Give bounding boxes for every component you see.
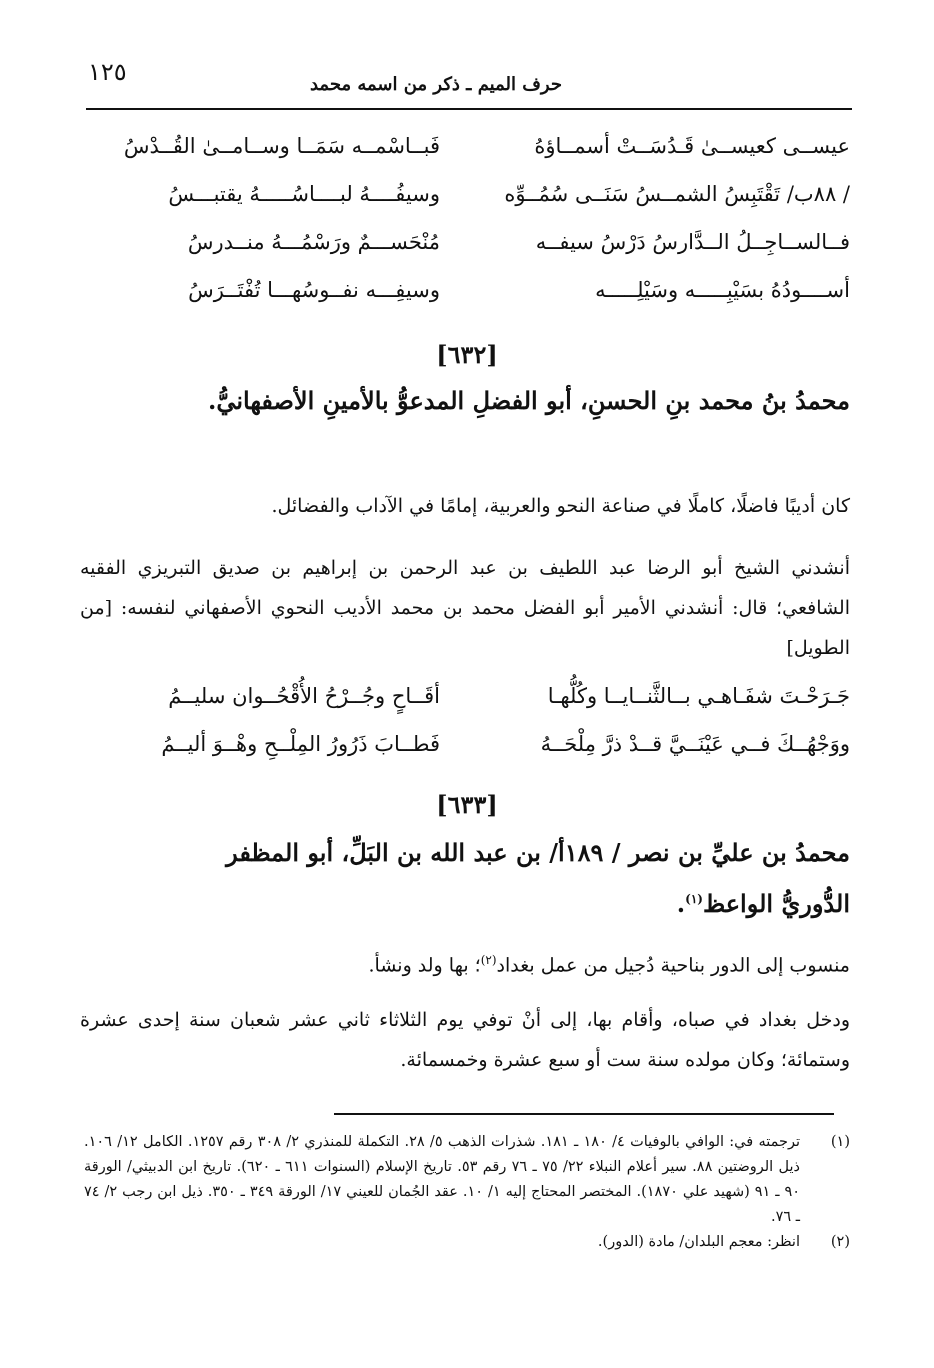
second-hemistich: فَطــابَ ذَرُورُ المِلْــحِ وهْــوَ أليــمُ: [161, 732, 440, 756]
footnote-text: ترجمته في: الوافي بالوفيات ٤/ ١٨٠ ـ ١٨١. شذرات الذهب ٥/ ٢٨. التكملة للمنذري ٢/ ٣٠٨ رقم ١٢٥٧. الكامل ١٢/ ١٠٦. ذيل الروضتين ٨٨. سير أعلام النبلاء ٢٢/ ٧٥ ـ ٧٦ رقم ٥٣. تاريخ الإسلام (السنوات ٦١١ ـ ٦٢٠). تاريخ ابن الدبيثي/ الورقة ٩٠ ـ ٩١ (شهيد علي ١٨٧٠). المختصر المحتاج إليه ١/ ١٠. عقد الجُمان للعيني ١٧/ الورقة ٣٤٩ ـ ٣٥٠. ذيل ابن رجب ٢/ ٧٤ ـ ٧٦.: [84, 1134, 801, 1225]
footnote-ref: (١): [685, 892, 703, 906]
footnote-mark: (٢): [830, 1234, 850, 1250]
paragraph: كان أديبًا فاضلًا، كاملًا في صناعة النحو والعربية، إمامًا في الآداب والفضائل.: [271, 495, 850, 517]
paragraph-text: منسوب إلى الدور بناحية دُجيل من عمل بغداد: [496, 954, 850, 977]
paragraph: ودخل بغداد في صباه، وأقام بها، إلى أنْ توفي يوم الثلاثاء ثاني عشر شعبان سنة إحدى عشرة وستمائة؛ وكان مولده سنة ست أو سبع عشرة وخمسمائة.: [80, 1009, 850, 1071]
first-hemistich: جَـرَحْـتَ شفَـاهـي بــالثَّنــايــا وكُلُّهـا: [547, 684, 850, 708]
first-hemistich: / ٨٨ب/ تَقْتَبِسُ الشمــسُ سَنَــى سُمُــوِّه: [504, 182, 850, 206]
verse: [90, 672, 850, 720]
paragraph: [80, 940, 850, 985]
footnotes: [84, 1130, 850, 1255]
first-hemistich: فــالســاجِــلُ الــدَّارسُ دَرْسُ سيفــه: [535, 230, 850, 254]
footnote: [84, 1230, 850, 1255]
footnote-mark: (١): [830, 1134, 850, 1150]
footnote-ref: (٢): [480, 953, 497, 967]
second-hemistich: فَبــاسْمــه سَمَــا وســامــىٰ القُــدْسُ: [123, 134, 440, 158]
poem-block: [90, 672, 850, 768]
heading-text: محمدُ بن عليِّ بن نصر / ١٨٩أ/ بن عبد الله بن البَلِّ، أبو المظفر الدُّوريُّ الواعظ: [226, 838, 850, 918]
second-hemistich: أقَــاحٍ وجُــرْحُ الأُقْحُــوان سليــمُ: [168, 684, 440, 708]
second-hemistich: مُنْحَســـمٌ ورَسْمُـــهُ منــدرسُ: [187, 230, 440, 254]
entry-number: [٦٣٣]: [436, 790, 498, 819]
page-number: ١٢٥: [88, 58, 127, 86]
verse: [90, 720, 850, 768]
first-hemistich: ووَجْهُــكَ فــي عَيْنَــيَّ قــدْ ذرَّ مِلْحَــهُ: [540, 732, 850, 756]
footnote: [84, 1130, 850, 1230]
verse: [90, 218, 850, 266]
entry-heading: محمدُ بنُ محمد بنِ الحسنِ، أبو الفضلِ المدعوُّ بالأمينِ الأصفهانيُّ.: [208, 386, 850, 415]
poem-block: [90, 122, 850, 314]
entry-heading: [160, 830, 850, 927]
footnote-rule: [334, 1113, 834, 1115]
header-rule: [86, 108, 852, 110]
verse: [90, 170, 850, 218]
verse: [90, 266, 850, 314]
running-title: حرف الميم ـ ذكر من اسمه محمد: [309, 74, 562, 95]
verse: [90, 122, 850, 170]
footnote-text: انظر: معجم البلدان/ مادة (الدور).: [597, 1234, 800, 1250]
second-hemistich: وسيفِـــه نفــوسُهـــا تُفْتَــرَسُ: [188, 278, 440, 302]
second-hemistich: وسيفُــــهُ لبــــاسُـــــهُ يقتبـــسُ: [168, 182, 440, 206]
paragraph-end: ؛ بها ولد ونشأ.: [368, 954, 481, 977]
first-hemistich: أســــودُهُ بسَيْبِـــــه وسَيْلِـــــه: [595, 278, 850, 302]
first-hemistich: عيســى كعيســىٰ قَـدُسَــتْ أسمــاؤهُ: [534, 134, 850, 158]
paragraph: أنشدني الشيخ أبو الرضا عبد اللطيف بن عبد الرحمن بن إبراهيم بن صديق التبريزي الفقيه الشافعي؛ قال: أنشدني الأمير أبو الفضل محمد بن محمد الأديب النحوي الأصفهاني لنفسه: [من الطويل]: [80, 557, 850, 659]
heading-end: .: [676, 889, 686, 918]
entry-number: [٦٣٢]: [436, 340, 498, 369]
